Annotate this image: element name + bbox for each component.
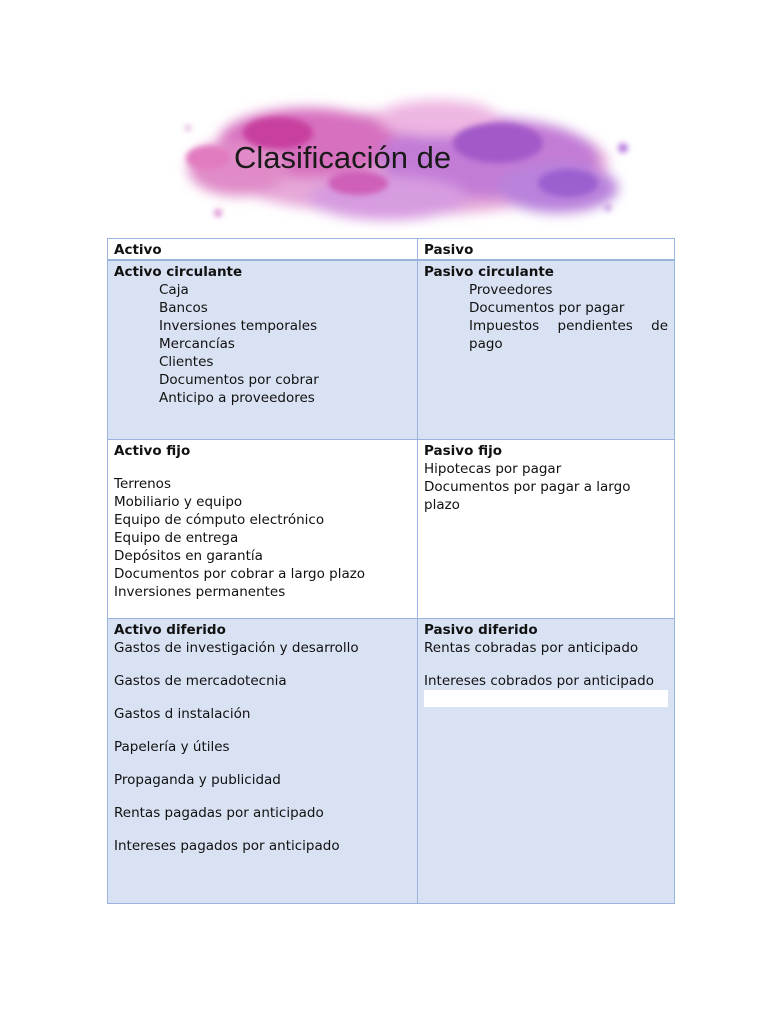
list-item: Anticipo a proveedores <box>159 390 315 406</box>
blank-highlight-strip <box>424 690 668 707</box>
list-item: Propaganda y publicidad <box>114 772 281 788</box>
cell-pasivo-fijo <box>418 440 675 619</box>
spacer <box>114 460 411 475</box>
spacer <box>114 789 411 804</box>
cell-pasivo-diferido <box>418 619 675 904</box>
list-item: Inversiones permanentes <box>114 584 286 600</box>
list-item: Mobiliario y equipo <box>114 494 243 510</box>
list-item: Terrenos <box>114 476 171 492</box>
classification-table <box>107 238 675 904</box>
list-item: Gastos de investigación y desarrollo <box>114 640 359 656</box>
list-item: Mercancías <box>159 336 235 352</box>
word: Impuestos <box>469 318 540 334</box>
list-item: Rentas cobradas por anticipado <box>424 640 639 656</box>
list-item: Depósitos en garantía <box>114 548 263 564</box>
list-item: Equipo de cómputo electrónico <box>114 512 325 528</box>
page-title: Clasificación de <box>234 140 452 175</box>
list-item: Bancos <box>159 300 208 316</box>
list-item-continuation: pago <box>469 336 503 352</box>
column-header-pasivo: Pasivo <box>418 239 675 261</box>
list-item-justified <box>424 317 668 335</box>
cell-activo-circulante <box>108 260 418 440</box>
category-heading: Pasivo circulante <box>424 264 554 280</box>
cell-activo-diferido <box>108 619 418 904</box>
table-row-fijo <box>108 440 675 619</box>
category-heading: Activo diferido <box>114 622 226 638</box>
list-item: Documentos por pagar a largo <box>424 479 631 495</box>
list-item: Documentos por cobrar a largo plazo <box>114 566 366 582</box>
cell-activo-fijo <box>108 440 418 619</box>
column-header-activo: Activo <box>108 239 418 261</box>
list-item: Papelería y útiles <box>114 739 230 755</box>
spacer <box>424 657 668 672</box>
title-banner <box>108 88 660 230</box>
list-item: Hipotecas por pagar <box>424 461 562 477</box>
list-item: Gastos d instalación <box>114 706 251 722</box>
list-item: Caja <box>159 282 189 298</box>
spacer <box>114 690 411 705</box>
spacer <box>114 822 411 837</box>
spacer <box>114 723 411 738</box>
category-heading: Pasivo fijo <box>424 443 502 459</box>
list-item: Equipo de entrega <box>114 530 239 546</box>
table-header-row <box>108 239 675 261</box>
word: pendientes <box>557 318 633 334</box>
list-item: Rentas pagadas por anticipado <box>114 805 324 821</box>
category-heading: Activo circulante <box>114 264 243 280</box>
cell-pasivo-circulante <box>418 260 675 440</box>
category-heading: Activo fijo <box>114 443 191 459</box>
table-row-diferido <box>108 619 675 904</box>
list-item: Intereses pagados por anticipado <box>114 838 340 854</box>
list-item: Proveedores <box>469 282 553 298</box>
list-item: Intereses cobrados por anticipado <box>424 673 654 689</box>
spacer <box>114 756 411 771</box>
word: de <box>651 318 668 334</box>
list-item: Gastos de mercadotecnia <box>114 673 287 689</box>
list-item-continuation: plazo <box>424 497 460 513</box>
table-row-circulante <box>108 260 675 440</box>
list-item: Documentos por pagar <box>469 300 625 316</box>
category-heading: Pasivo diferido <box>424 622 538 638</box>
list-item: Clientes <box>159 354 214 370</box>
list-item: Documentos por cobrar <box>159 372 319 388</box>
spacer <box>114 657 411 672</box>
list-item: Inversiones temporales <box>159 318 318 334</box>
